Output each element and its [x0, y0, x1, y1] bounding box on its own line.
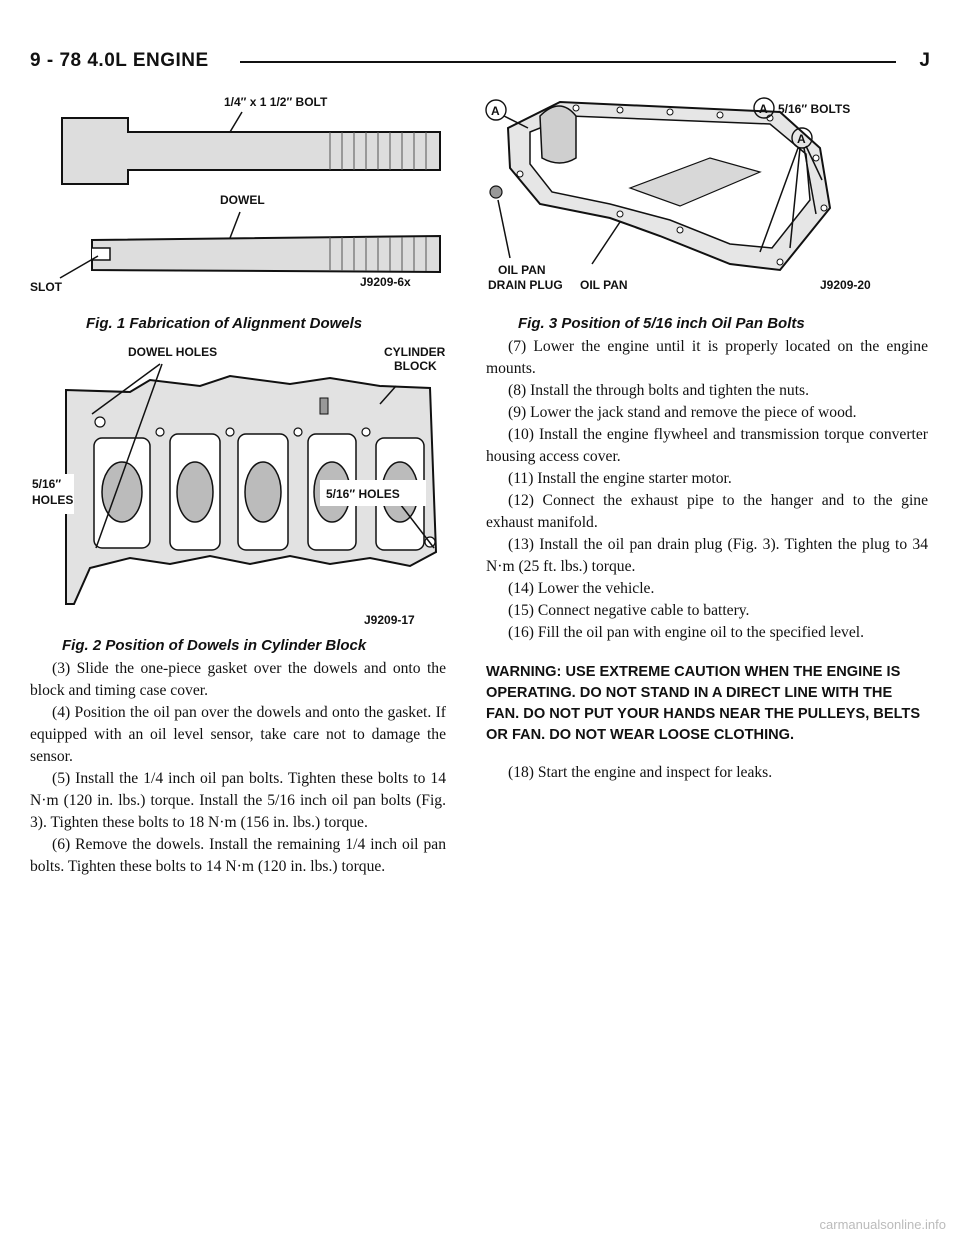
label-cylinder: CYLINDER — [384, 345, 446, 359]
label-dowel-holes: DOWEL HOLES — [128, 345, 218, 359]
label-516-holes: 5/16″ HOLES — [326, 487, 400, 501]
label-a-left: A — [491, 104, 500, 118]
label-a-legend: A — [759, 102, 768, 116]
fig1-caption: Fig. 1 Fabrication of Alignment Dowels — [86, 315, 363, 332]
label-bolt: 1/4″ x 1 1/2″ BOLT — [224, 95, 328, 109]
fig2-caption: Fig. 2 Position of Dowels in Cylinder Block — [62, 637, 367, 654]
fig3-caption: Fig. 3 Position of 5/16 inch Oil Pan Bolts — [518, 315, 805, 332]
step-14: (14) Lower the vehicle. — [508, 580, 655, 597]
step-5: (5) Install the 1/4 inch oil pan bolts. Tighten these bolts to 14 N·m (120 in. lbs.) torque. Install the 5/16 inch oil pan bolts (Fig. 3). Tighten these bolts to 18 N·m (156 in. lbs.) torque. — [30, 770, 446, 831]
step-12: (12) Connect the exhaust pipe to the hanger and to the gine exhaust manifold. — [486, 492, 928, 531]
label-516-a: 5/16″ — [32, 477, 62, 491]
page-number: 9 - 78 4.0L ENGINE — [30, 50, 209, 71]
label-a-right: A — [797, 132, 806, 146]
figure-2 — [30, 342, 450, 632]
figure-3 — [480, 88, 920, 310]
step-13: (13) Install the oil pan drain plug (Fig. 3). Tighten the plug to 34 N·m (25 ft. lbs.) torque. — [486, 536, 928, 575]
label-bolts: 5/16″ BOLTS — [778, 102, 851, 116]
fig3-code: J9209-20 — [820, 278, 871, 292]
label-oil-pan-2: OIL PAN — [580, 278, 628, 292]
label-oil-pan: OIL PAN — [498, 263, 546, 277]
fig3-drawing — [480, 88, 920, 310]
step-16: (16) Fill the oil pan with engine oil to the specified level. — [508, 624, 864, 641]
step-18: (18) Start the engine and inspect for leaks. — [508, 764, 773, 781]
fig1-code: J9209-6x — [360, 275, 411, 289]
step-3: (3) Slide the one-piece gasket over the dowels and onto the block and timing case cover. — [30, 660, 446, 699]
page-header — [30, 48, 930, 76]
header-rule — [240, 61, 896, 63]
step-10: (10) Install the engine flywheel and transmission torque converter housing access cover. — [486, 426, 928, 465]
step-15: (15) Connect negative cable to battery. — [508, 602, 750, 619]
left-column — [30, 658, 446, 878]
label-dowel: DOWEL — [220, 193, 265, 207]
right-column — [486, 336, 928, 784]
figure-1 — [30, 88, 450, 306]
step-7: (7) Lower the engine until it is properly located on the engine mounts. — [486, 338, 928, 377]
fig1-drawing — [30, 88, 450, 306]
watermark: carmanualsonline.info — [819, 1217, 946, 1232]
fig2-drawing — [30, 342, 450, 632]
label-slot: SLOT — [30, 280, 62, 294]
header-letter: J — [919, 50, 930, 71]
warning-text: WARNING: USE EXTREME CAUTION WHEN THE ENGINE IS OPERATING. DO NOT STAND IN A DIRECT LINE WITH THE FAN. DO NOT PUT YOUR HANDS NEAR THE PULLEYS, BELTS OR FAN. DO NOT WEAR LOOSE CLOTHING. — [486, 664, 921, 743]
step-9: (9) Lower the jack stand and remove the piece of wood. — [508, 404, 857, 421]
step-8: (8) Install the through bolts and tighten the nuts. — [508, 382, 810, 399]
label-holes-a: HOLES — [32, 493, 74, 507]
fig2-code: J9209-17 — [364, 613, 415, 627]
label-drain-plug: DRAIN PLUG — [488, 278, 563, 292]
step-11: (11) Install the engine starter motor. — [508, 470, 732, 487]
step-4: (4) Position the oil pan over the dowels and onto the gasket. If equipped with an oil level sensor, take care not to damage the sensor. — [30, 704, 446, 765]
label-block: BLOCK — [394, 359, 437, 373]
step-6: (6) Remove the dowels. Install the remaining 1/4 inch oil pan bolts. Tighten these bolts to 14 N·m (120 in. lbs.) torque. — [30, 836, 446, 875]
